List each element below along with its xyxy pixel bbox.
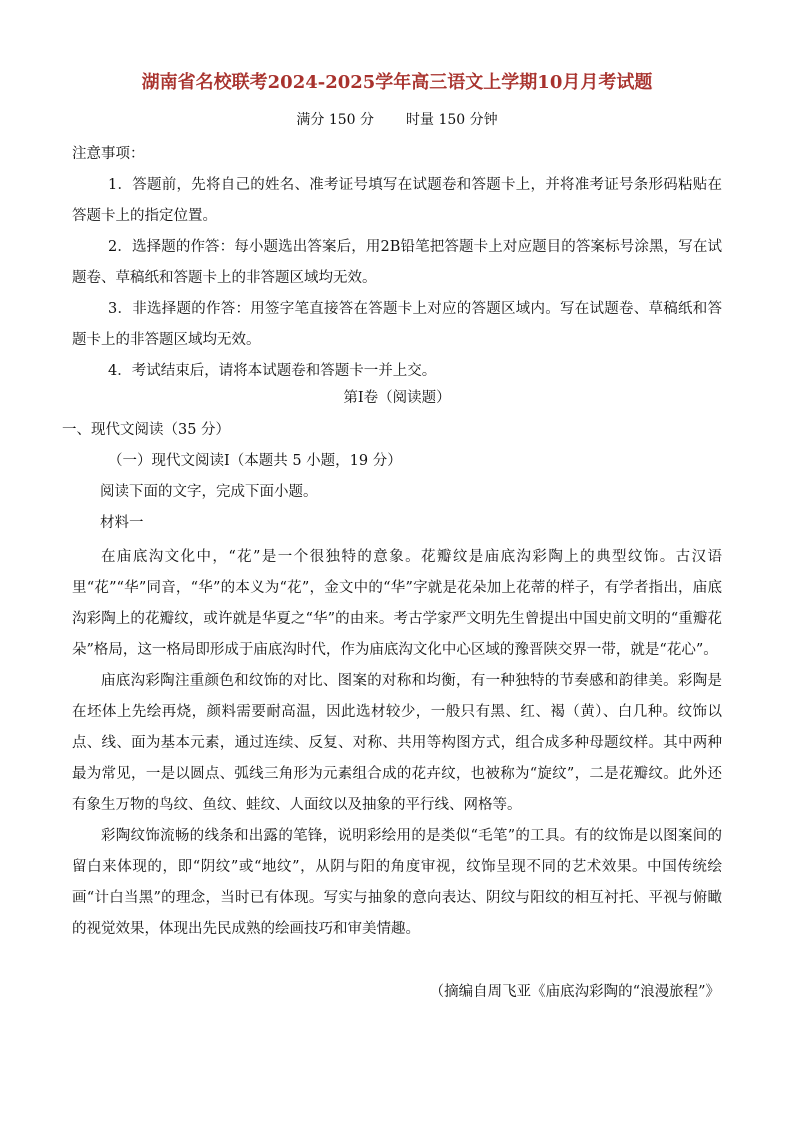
exam-title: 湖南省名校联考2024-2025学年高三语文上学期10月月考试题: [141, 72, 653, 93]
notice-item-4: 4．考试结束后，请将本试题卷和答题卡一并上交。: [108, 363, 437, 379]
notice-list: [72, 170, 722, 387]
notice-item-2: 2．选择题的作答：每小题选出答案后，用2B铅笔把答题卡上对应题目的答案标号涂黑，写在试题卷、草稿纸和答题卡上的非答题区域均无效。: [72, 239, 722, 286]
notice-item-1: 1．答题前，先将自己的姓名、准考证号填写在试题卷和答题卡上，并将准考证号条形码粘贴在答题卡上的指定位置。: [72, 177, 722, 224]
material-source: （摘编自周飞亚《庙底沟彩陶的“浪漫旅程”》: [429, 984, 720, 1000]
material-paragraph-2: 庙底沟彩陶注重颜色和纹饰的对比、图案的对称和均衡，有一种独特的节奏感和韵律美。彩陶是在坯体上先绘再烧，颜料需要耐高温，因此选材较少，一般只有黑、红、褐（黄）、白几种。纹饰以点、线、面为基本元素，通过连续、反复、对称、共用等构图方式，组合成多种母题纹样。其中两种最为常见，一是以圆点、弧线三角形为元素组合成的花卉纹，也被称为“旋纹”，二是花瓣纹。此外还有象生万物的鸟纹、鱼纹、蛙纹、人面纹以及抽象的平行线、网格等。: [72, 673, 722, 813]
notice-item-3: 3．非选择题的作答：用签字笔直接答在答题卡上对应的答题区域内。写在试题卷、草稿纸和答题卡上的非答题区域均无效。: [72, 301, 722, 348]
material-paragraph-1: 在庙底沟文化中，“花”是一个很独特的意象。花瓣纹是庙底沟彩陶上的典型纹饰。古汉语里“花”“华”同音，“华”的本义为“花”，金文中的“华”字就是花朵加上花蒂的样子，有学者指出，庙底沟彩陶上的花瓣纹，或许就是华夏之“华”的由来。考古学家严文明先生曾提出中国史前文明的“重瓣花朵”格局，这一格局即形成于庙底沟时代，作为庙底沟文化中心区域的豫晋陕交界一带，就是“花心”。: [72, 549, 722, 658]
subsection-title: （一）现代文阅读Ⅰ（本题共 5 小题，19 分）: [108, 453, 402, 469]
reading-instruction: 阅读下面的文字，完成下面小题。: [100, 484, 318, 500]
notice-label: 注意事项：: [72, 146, 145, 162]
material-text: [72, 542, 722, 945]
exam-info: [0, 109, 794, 129]
full-score: 满分 150 分: [296, 112, 374, 128]
part-title: 第Ⅰ卷（阅读题）: [343, 390, 451, 406]
section-title: 一、现代文阅读（35 分）: [62, 422, 231, 438]
time-limit: 时量 150 分钟: [406, 112, 498, 128]
material-paragraph-3: 彩陶纹饰流畅的线条和出露的笔锋，说明彩绘用的是类似“毛笔”的工具。有的纹饰是以图案间的留白来体现的，即“阴纹”或“地纹”，从阴与阳的角度审视，纹饰呈现不同的艺术效果。中国传统绘画“计白当黑”的理念，当时已有体现。写实与抽象的意向表达、阴纹与阳纹的相互衬托、平视与俯瞰的视觉效果，体现出先民成熟的绘画技巧和审美情趣。: [72, 828, 722, 937]
material-label: 材料一: [100, 515, 144, 531]
